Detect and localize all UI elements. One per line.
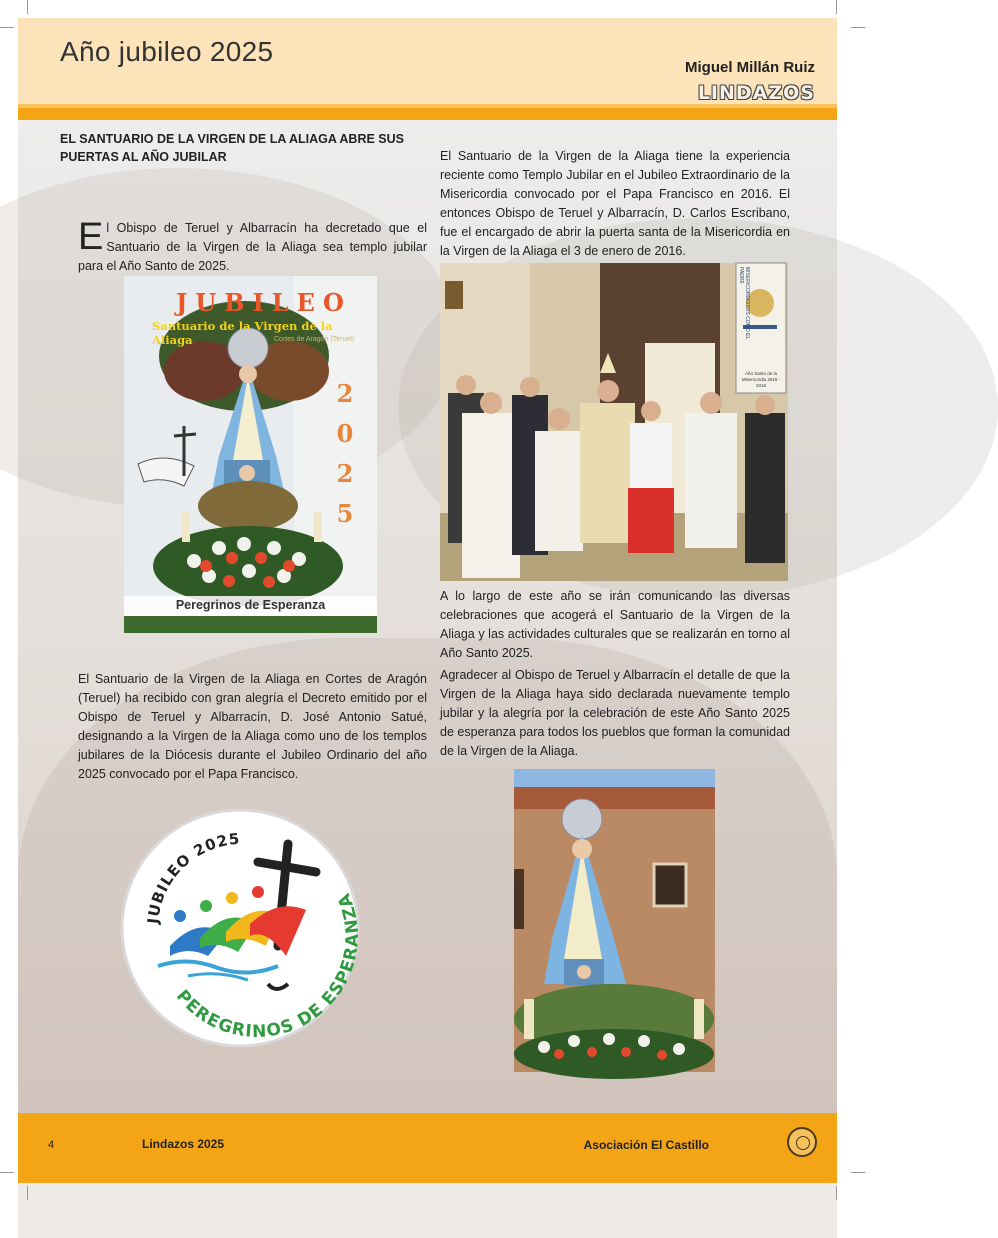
page-footer bbox=[18, 1113, 837, 1183]
magazine-name: Lindazos 2025 bbox=[142, 1137, 225, 1151]
poster-caption: Peregrinos de Esperanza bbox=[175, 598, 326, 612]
page-title: Año jubileo 2025 bbox=[60, 36, 274, 67]
crop-mark bbox=[27, 0, 28, 14]
banner-text: MISERICORDIOSOS COMO EL PADRE bbox=[738, 267, 750, 340]
intro-paragraph bbox=[78, 216, 427, 276]
association-name: Asociación El Castillo bbox=[583, 1138, 709, 1152]
poster-year-digit: 2 bbox=[336, 379, 354, 408]
intro-text: l Obispo de Teruel y Albarracín ha decretado que el Santuario de la Virgen de la Aliaga sea templo jubilar para el Año Santo de 2025. bbox=[78, 221, 427, 273]
right-paragraph-1: El Santuario de la Virgen de la Aliaga tiene la experiencia reciente como Templo Jubilar en el Jubileo Extraordinario de la Misericordia convocado por el Papa Francisco en 2016. El entonces Obispo de Teruel y Albarracín, D. Carlos Escribano, fue el encargado de abrir la puerta santa de la Misericordia en la Virgen de la Aliaga el 3 de enero de 2016. bbox=[440, 149, 790, 258]
poster-year bbox=[334, 374, 356, 534]
poster-place: Cortes de Aragón (Teruel) bbox=[274, 336, 355, 343]
crop-mark bbox=[851, 1172, 865, 1173]
right-paragraph-2: A lo largo de este año se irán comunicando las diversas celebraciones que acogerá el Santuario de la Virgen de la Aliaga y las actividades culturales que se realizarán en torno al Año Santo 2025. bbox=[440, 589, 790, 660]
page-number: 4 bbox=[48, 1139, 55, 1151]
section-title: EL SANTUARIO DE LA VIRGEN DE LA ALIAGA ABRE SUS PUERTAS AL AÑO JUBILAR bbox=[60, 132, 405, 164]
crop-mark bbox=[851, 27, 865, 28]
badge-graphic bbox=[118, 806, 368, 1056]
virgin-graphic bbox=[514, 769, 715, 1072]
ceremony-graphic bbox=[440, 263, 788, 581]
right-paragraph-3: Agradecer al Obispo de Teruel y Albarracín el detalle de que la Virgen de la Aliaga haya sido declarada nuevamente templo jubilar y la alegría por la celebración de este Año Santo 2025 de esperanza para todos los pueblos que forman la comunidad de la Virgen de la Aliaga. bbox=[440, 668, 790, 758]
poster-subtitle: Santuario de la Virgen de la Aliaga bbox=[152, 319, 333, 347]
header-accent-highlight bbox=[18, 104, 837, 108]
banner-subtext: Año Santo de la Misericordia 2015 - 2016 bbox=[741, 371, 781, 388]
virgin-photo bbox=[514, 769, 715, 1072]
jubileo-poster bbox=[124, 276, 377, 633]
drop-cap: E bbox=[78, 216, 104, 258]
crop-mark bbox=[0, 27, 14, 28]
ceremony-photo bbox=[440, 263, 788, 581]
poster-title: JUBILEO bbox=[176, 288, 352, 317]
jubileo-badge bbox=[118, 806, 368, 1061]
brand-logo: LINDAZOS bbox=[697, 82, 815, 104]
left-paragraph-2: El Santuario de la Virgen de la Aliaga en Cortes de Aragón (Teruel) ha recibido con gran alegría el Decreto emitido por el Obispo de Teruel y Albarracín, D. José Antonio Satué, designando a la Virgen de la Aliaga como uno de los templos jubilares de la Diócesis durante el Jubileo Ordinario del año 2025 convocado por el Papa Francisco. bbox=[78, 672, 427, 781]
crop-mark bbox=[0, 1172, 14, 1173]
badge-top-text: JUBILEO 2025 bbox=[143, 829, 242, 925]
poster-year-digit: 0 bbox=[336, 419, 354, 448]
poster-year-digit: 5 bbox=[336, 499, 354, 528]
badge-bottom-text: PEREGRINOS DE ESPERANZA bbox=[171, 889, 364, 1042]
crop-mark bbox=[836, 0, 837, 14]
association-seal-icon bbox=[787, 1127, 817, 1157]
poster-year-digit: 2 bbox=[336, 459, 354, 488]
author-name: Miguel Millán Ruiz bbox=[685, 59, 815, 76]
